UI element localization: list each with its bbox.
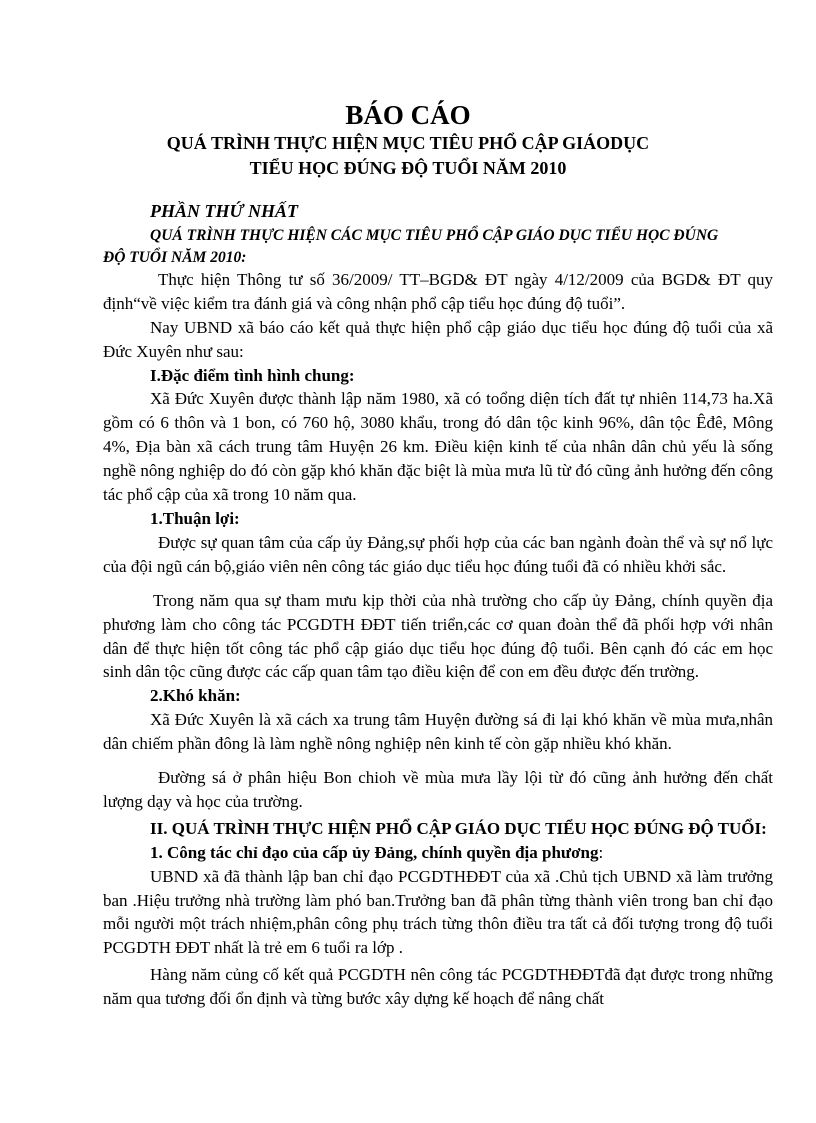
subsection-heading: 2.Khó khăn:: [150, 686, 241, 706]
section-heading: II. QUÁ TRÌNH THỰC HIỆN PHỔ CẬP GIÁO DỤC TIỂU HỌC ĐÚNG ĐỘ TUỔI:: [150, 818, 767, 838]
paragraph: Hàng năm củng cố kết quả PCGDTH nên công tác PCGDTHĐĐTđã đạt được trong những năm qua tương đối ổn định và từng bước xây dựng kế hoạch để nâng chất: [103, 965, 773, 1009]
report-subtitle-line2: TIỂU HỌC ĐÚNG ĐỘ TUỔI NĂM 2010: [249, 158, 567, 178]
part-description-line2: ĐỘ TUỔI NĂM 2010:: [103, 248, 247, 266]
document-body: [103, 200, 773, 1011]
paragraph: Trong năm qua sự tham mưu kịp thời của nhà trường cho cấp ủy Đảng, chính quyền địa phương làm cho công tác PCGDTH ĐĐT tiến triển,các cơ quan đoàn thể đã phối hợp với nhân dân để thực hiện tốt công tác phổ cập giáo dục tiểu học đúng độ tuổi. Bên cạnh đó các em học sinh dân tộc cũng được các cấp quan tâm tạo điều kiện để con em đều được đến trường.: [103, 590, 773, 682]
paragraph: Nay UBND xã báo cáo kết quả thực hiện phổ cập giáo dục tiểu học đúng độ tuổi của xã Đức Xuyên như sau:: [103, 317, 773, 361]
paragraph: Được sự quan tâm của cấp ủy Đảng,sự phối hợp của các ban ngành đoàn thể và sự nổ lực của đội ngũ cán bộ,giáo viên nên công tác giáo dục tiểu học đúng tuổi đã có nhiều khởi sắc.: [103, 532, 773, 576]
paragraph: UBND xã đã thành lập ban chỉ đạo PCGDTHĐĐT của xã .Chủ tịch UBND xã làm trưởng ban .Hiệu trưởng nhà trường làm phó ban.Trưởng ban đã phân từng thành viên trong ban chỉ đạo mỗi người một trách nhiệm,phân công phụ trách từng thôn điều tra tất cả đối tượng trong độ tuổi PCGDTH ĐĐT nhất là trẻ em 6 tuổi ra lớp .: [103, 866, 773, 958]
subsection-heading: 1.Thuận lợi:: [150, 508, 240, 528]
subsection-heading: [103, 841, 773, 865]
report-title: BÁO CÁO: [345, 100, 471, 130]
subsection-heading-text: 1. Công tác chỉ đạo của cấp ủy Đảng, chính quyền địa phương: [150, 842, 599, 862]
report-subtitle-line1: QUÁ TRÌNH THỰC HIỆN MỤC TIÊU PHỔ CẬP GIÁODỤC: [166, 133, 650, 153]
part-description-line1: QUÁ TRÌNH THỰC HIỆN CÁC MỤC TIÊU PHỔ CẬP GIÁO DỤC TIỂU HỌC ĐÚNG: [150, 226, 719, 244]
part-heading: PHẦN THỨ NHẤT: [150, 201, 298, 221]
subsection-heading-colon: :: [598, 842, 604, 862]
paragraph: Đường sá ở phân hiệu Bon chioh về mùa mưa lầy lội từ đó cũng ảnh hưởng đến chất lượng dạy và học của trường.: [103, 768, 773, 811]
paragraph: Xã Đức Xuyên là xã cách xa trung tâm Huyện đường sá đi lại khó khăn về mùa mưa,nhân dân chiếm phần đông là làm nghề nông nghiệp nên kinh tế còn gặp nhiều khó khăn.: [103, 710, 773, 754]
paragraph: Thực hiện Thông tư số 36/2009/ TT–BGD& ĐT ngày 4/12/2009 của BGD& ĐT quy định“về việc kiểm tra đánh giá và công nhận phổ cập tiểu học đúng độ tuổi”.: [103, 269, 773, 313]
section-heading: I.Đặc điểm tình hình chung:: [150, 365, 355, 385]
paragraph: Xã Đức Xuyên được thành lập năm 1980, xã có toổng diện tích đất tự nhiên 114,73 ha.Xã gồm có 6 thôn và 1 bon, có 760 hộ, 3080 khẩu, trong đó dân tộc kinh 96%, dân tộc Êđê, Mông 4%, Địa bàn xã cách trung tâm Huyện 26 km. Điều kiện kinh tế của nhân dân chủ yếu là sống nghề nông nghiệp do đó còn gặp khó khăn đặc biệt là mùa mưa lũ từ đó cũng ảnh hưởng đến công tác phổ cập của xã trong 10 năm qua.: [103, 389, 773, 505]
